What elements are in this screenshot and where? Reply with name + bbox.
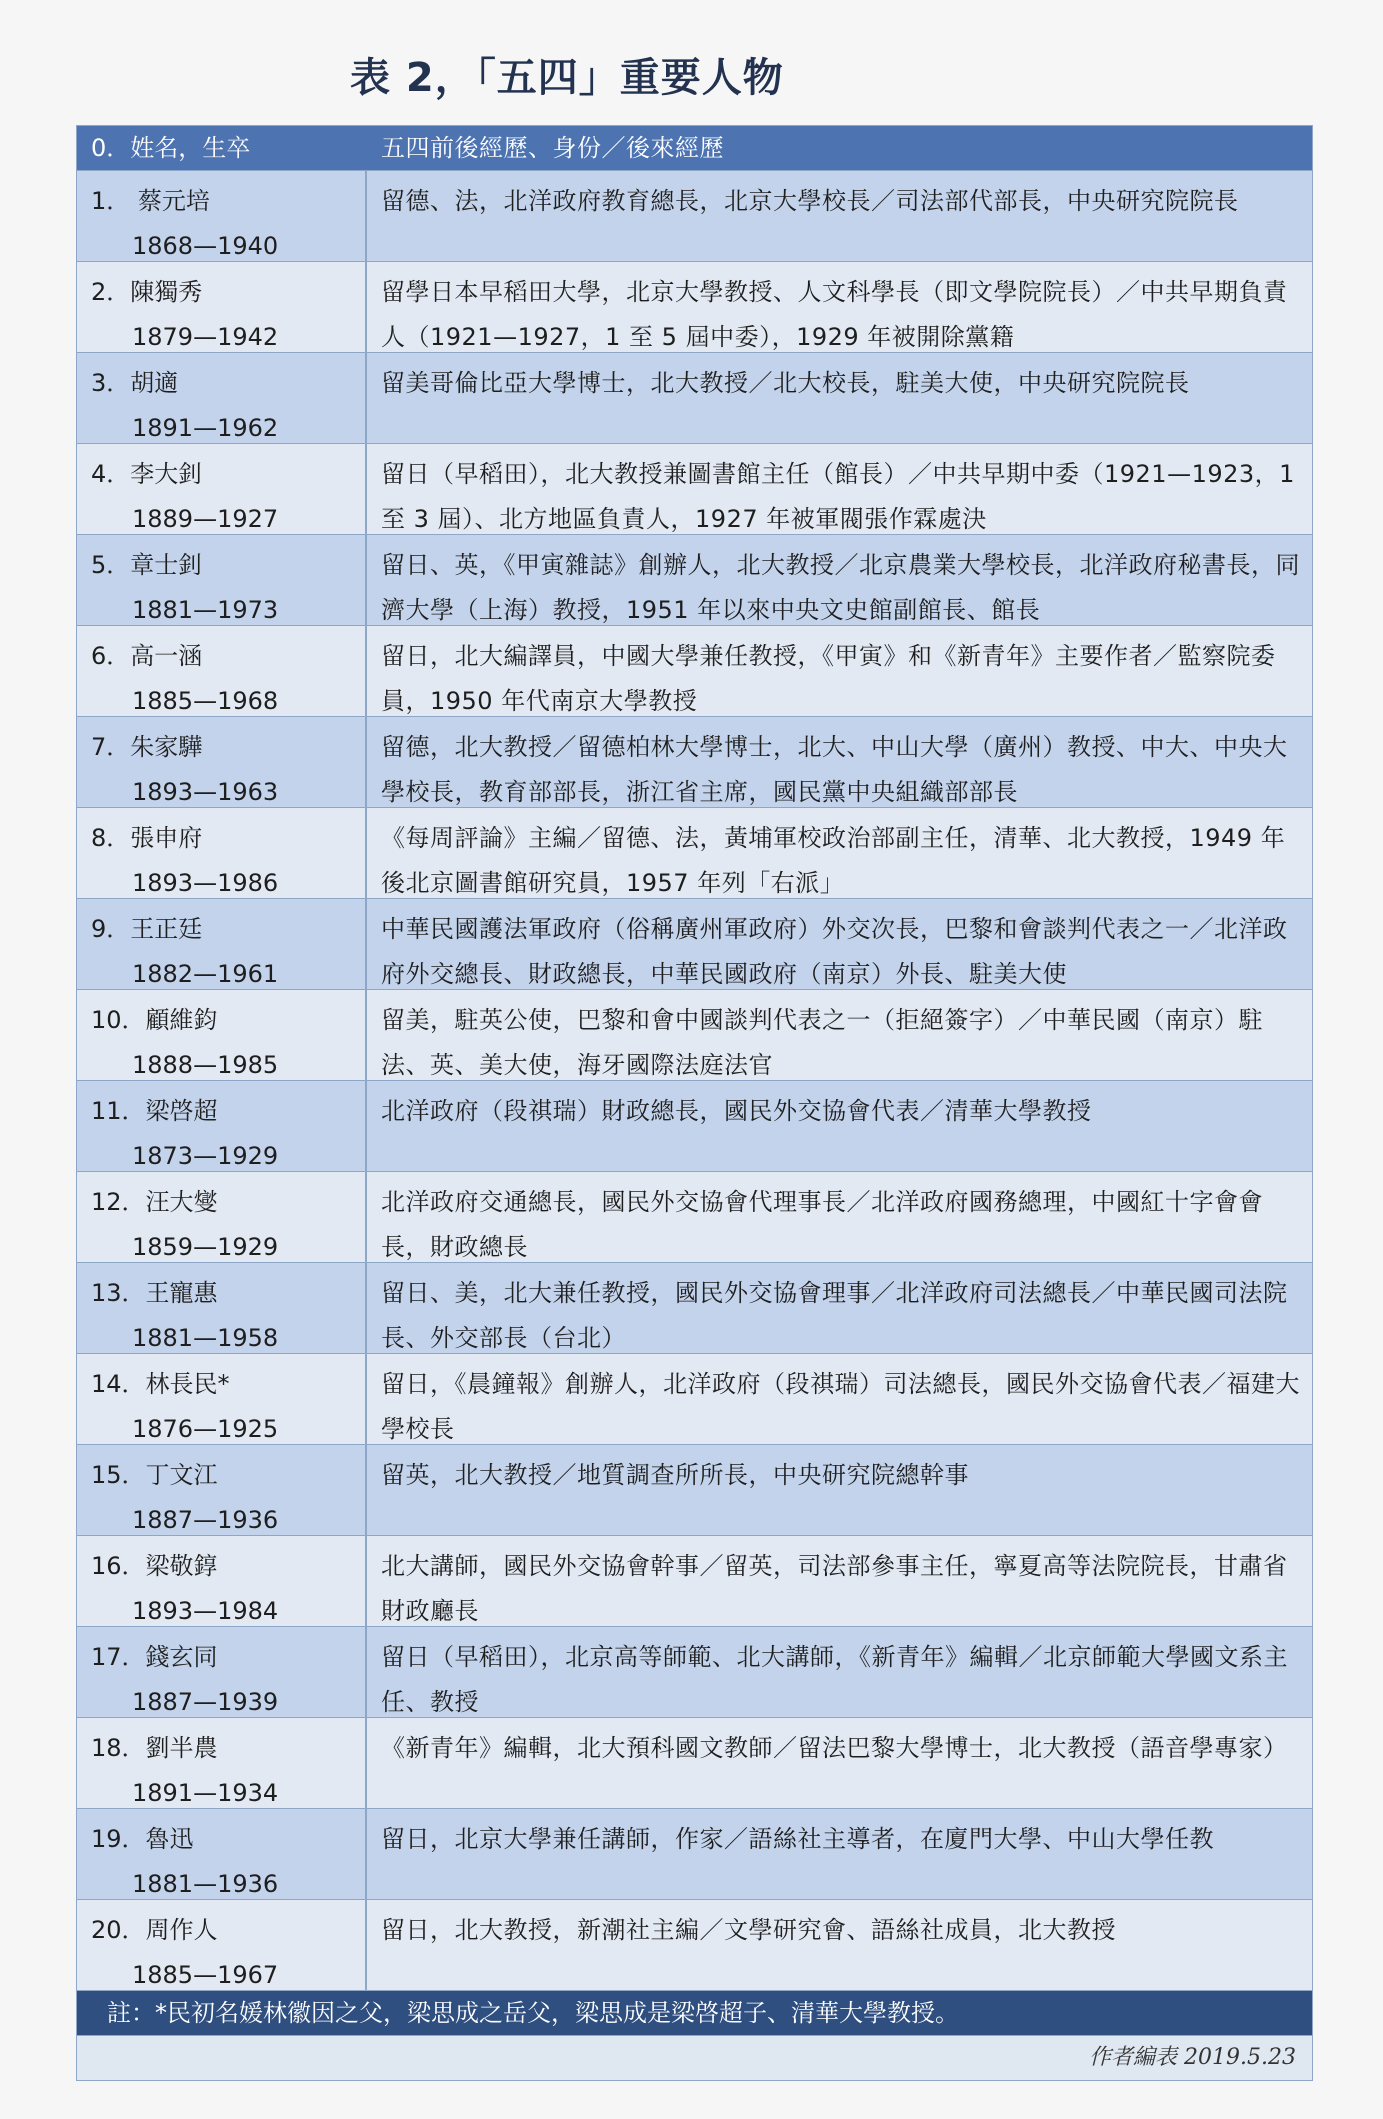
table-row — [77, 1718, 1312, 1809]
person-years: 1888—1985 — [132, 1051, 279, 1079]
table-row — [77, 353, 1312, 444]
table-row — [77, 444, 1312, 535]
person-bio: 北洋政府（段祺瑞）財政總長，國民外交協會代表／清華大學教授 — [381, 1097, 1092, 1125]
person-cell — [77, 1172, 367, 1262]
person-name: 4．李大釗 — [91, 460, 203, 488]
person-bio: 《新青年》編輯，北大預科國文教師／留法巴黎大學博士，北大教授（語音學專家） — [381, 1734, 1288, 1762]
table-row — [77, 990, 1312, 1081]
person-years: 1893—1986 — [132, 869, 279, 897]
person-bio: 留美，駐英公使，巴黎和會中國談判代表之一（拒絕簽字）／中華民國（南京）駐法、英、美大使，海牙國際法庭法官 — [381, 1006, 1263, 1079]
person-bio: 留德、法，北洋政府教育總長，北京大學校長／司法部代部長，中央研究院院長 — [381, 187, 1239, 215]
person-cell — [77, 808, 367, 898]
person-name: 19．魯迅 — [91, 1825, 194, 1853]
person-name: 9．王正廷 — [91, 915, 203, 943]
person-bio: 留日、英，《甲寅雜誌》創辦人，北大教授／北京農業大學校長，北洋政府秘書長，同濟大學（上海）教授，1951 年以來中央文史館副館長、館長 — [381, 551, 1300, 624]
person-name: 14．林長民* — [91, 1370, 230, 1398]
person-years: 1885—1967 — [132, 1961, 279, 1989]
person-name: 8．張申府 — [91, 824, 203, 852]
person-name: 12．汪大燮 — [91, 1188, 218, 1216]
person-years: 1881—1936 — [132, 1870, 279, 1898]
table-row — [77, 1172, 1312, 1263]
person-cell — [77, 353, 367, 443]
header-bio: 五四前後經歷、身份／後來經歷 — [381, 134, 724, 162]
person-cell — [77, 444, 367, 534]
table-body — [77, 171, 1312, 1991]
table-row — [77, 717, 1312, 808]
person-years: 1887—1936 — [132, 1506, 279, 1534]
person-cell — [77, 1354, 367, 1444]
person-name: 13．王寵惠 — [91, 1279, 218, 1307]
table-row — [77, 262, 1312, 353]
person-years: 1876—1925 — [132, 1415, 279, 1443]
person-cell — [77, 1718, 367, 1808]
person-name: 15．丁文江 — [91, 1461, 218, 1489]
person-cell — [77, 262, 367, 352]
person-bio: 留日，《晨鐘報》創辦人，北洋政府（段祺瑞）司法總長，國民外交協會代表／福建大學校長 — [381, 1370, 1300, 1443]
table-row — [77, 1627, 1312, 1718]
person-name: 5．章士釗 — [91, 551, 203, 579]
person-bio: 北洋政府交通總長，國民外交協會代理事長／北洋政府國務總理，中國紅十字會會長，財政總長 — [381, 1188, 1263, 1261]
person-cell — [77, 717, 367, 807]
table-row — [77, 626, 1312, 717]
person-cell — [77, 1809, 367, 1899]
person-name: 16．梁敬錞 — [91, 1552, 218, 1580]
people-table — [76, 125, 1313, 2081]
table-row — [77, 1536, 1312, 1627]
person-name: 3．胡適 — [91, 369, 179, 397]
person-name: 17．錢玄同 — [91, 1643, 218, 1671]
person-bio: 留學日本早稻田大學，北京大學教授、人文科學長（即文學院院長）／中共早期負責人（1921—1927，1 至 5 屆中委），1929 年被開除黨籍 — [381, 278, 1288, 351]
person-cell — [77, 1627, 367, 1717]
person-bio: 留英，北大教授／地質調查所所長，中央研究院總幹事 — [381, 1461, 969, 1489]
person-bio: 留日，北大編譯員，中國大學兼任教授，《甲寅》和《新青年》主要作者／監察院委員，1950 年代南京大學教授 — [381, 642, 1276, 715]
person-bio: 留日，北京大學兼任講師，作家／語絲社主導者，在廈門大學、中山大學任教 — [381, 1825, 1214, 1853]
table-row — [77, 1263, 1312, 1354]
table-header — [77, 126, 1312, 171]
person-bio: 留德，北大教授／留德柏林大學博士，北大、中山大學（廣州）教授、中大、中央大學校長，教育部部長，浙江省主席，國民黨中央組織部部長 — [381, 733, 1288, 806]
person-years: 1859—1929 — [132, 1233, 279, 1261]
person-cell — [77, 990, 367, 1080]
person-years: 1891—1934 — [132, 1779, 279, 1807]
person-years: 1879—1942 — [132, 323, 279, 351]
author-credit: 作者編表 2019.5.23 — [77, 2036, 1312, 2080]
person-years: 1873—1929 — [132, 1142, 279, 1170]
page-title: 表 2，「五四」重要人物 — [350, 55, 784, 101]
header-name: 0．姓名，生卒 — [77, 126, 367, 170]
person-name: 11．梁啓超 — [91, 1097, 218, 1125]
person-years: 1881—1958 — [132, 1324, 279, 1352]
person-cell — [77, 1263, 367, 1353]
person-cell — [77, 1445, 367, 1535]
person-name: 6．高一涵 — [91, 642, 203, 670]
person-bio: 留日，北大教授，新潮社主編／文學研究會、語絲社成員，北大教授 — [381, 1916, 1116, 1944]
person-bio: 留美哥倫比亞大學博士，北大教授／北大校長，駐美大使，中央研究院院長 — [381, 369, 1190, 397]
person-years: 1893—1963 — [132, 778, 279, 806]
table-row — [77, 171, 1312, 262]
person-cell — [77, 1900, 367, 1990]
person-cell — [77, 1536, 367, 1626]
person-bio: 留日（早稻田），北大教授兼圖書館主任（館長）／中共早期中委（1921—1923，1 至 3 屆）、北方地區負責人，1927 年被軍閥張作霖處決 — [381, 460, 1295, 533]
person-bio: 留日（早稻田），北京高等師範、北大講師，《新青年》編輯／北京師範大學國文系主任、教授 — [381, 1643, 1288, 1716]
person-years: 1885—1968 — [132, 687, 279, 715]
person-bio: 北大講師，國民外交協會幹事／留英，司法部參事主任，寧夏高等法院院長，甘肅省財政廳長 — [381, 1552, 1288, 1625]
person-years: 1868—1940 — [132, 232, 279, 260]
table-row — [77, 1081, 1312, 1172]
person-years: 1881—1973 — [132, 596, 279, 624]
person-cell — [77, 171, 367, 261]
person-years: 1891—1962 — [132, 414, 279, 442]
person-name: 2．陳獨秀 — [91, 278, 203, 306]
person-name: 18．劉半農 — [91, 1734, 218, 1762]
person-bio: 留日、美，北大兼任教授，國民外交協會理事／北洋政府司法總長／中華民國司法院長、外交部長（台北） — [381, 1279, 1288, 1352]
person-years: 1893—1984 — [132, 1597, 279, 1625]
table-row — [77, 899, 1312, 990]
person-bio: 《每周評論》主編／留德、法，黃埔軍校政治部副主任，清華、北大教授，1949 年後北京圖書館研究員，1957 年列「右派」 — [381, 824, 1286, 897]
person-cell — [77, 535, 367, 625]
person-cell — [77, 626, 367, 716]
person-cell — [77, 1081, 367, 1171]
person-years: 1887—1939 — [132, 1688, 279, 1716]
table-row — [77, 808, 1312, 899]
table-row — [77, 1809, 1312, 1900]
table-row — [77, 1900, 1312, 1991]
person-cell — [77, 899, 367, 989]
person-years: 1889—1927 — [132, 505, 279, 533]
table-row — [77, 1354, 1312, 1445]
person-years: 1882—1961 — [132, 960, 279, 988]
person-name: 7．朱家驊 — [91, 733, 203, 761]
table-row — [77, 535, 1312, 626]
person-name: 10．顧維鈞 — [91, 1006, 218, 1034]
table-row — [77, 1445, 1312, 1536]
person-name: 1． 蔡元培 — [91, 187, 210, 215]
footnote: 註：*民初名媛林徽因之父，梁思成之岳父，梁思成是梁啓超子、清華大學教授。 — [77, 1991, 1312, 2036]
person-bio: 中華民國護法軍政府（俗稱廣州軍政府）外交次長，巴黎和會談判代表之一／北洋政府外交總長、財政總長，中華民國政府（南京）外長、駐美大使 — [381, 915, 1288, 988]
person-name: 20．周作人 — [91, 1916, 218, 1944]
